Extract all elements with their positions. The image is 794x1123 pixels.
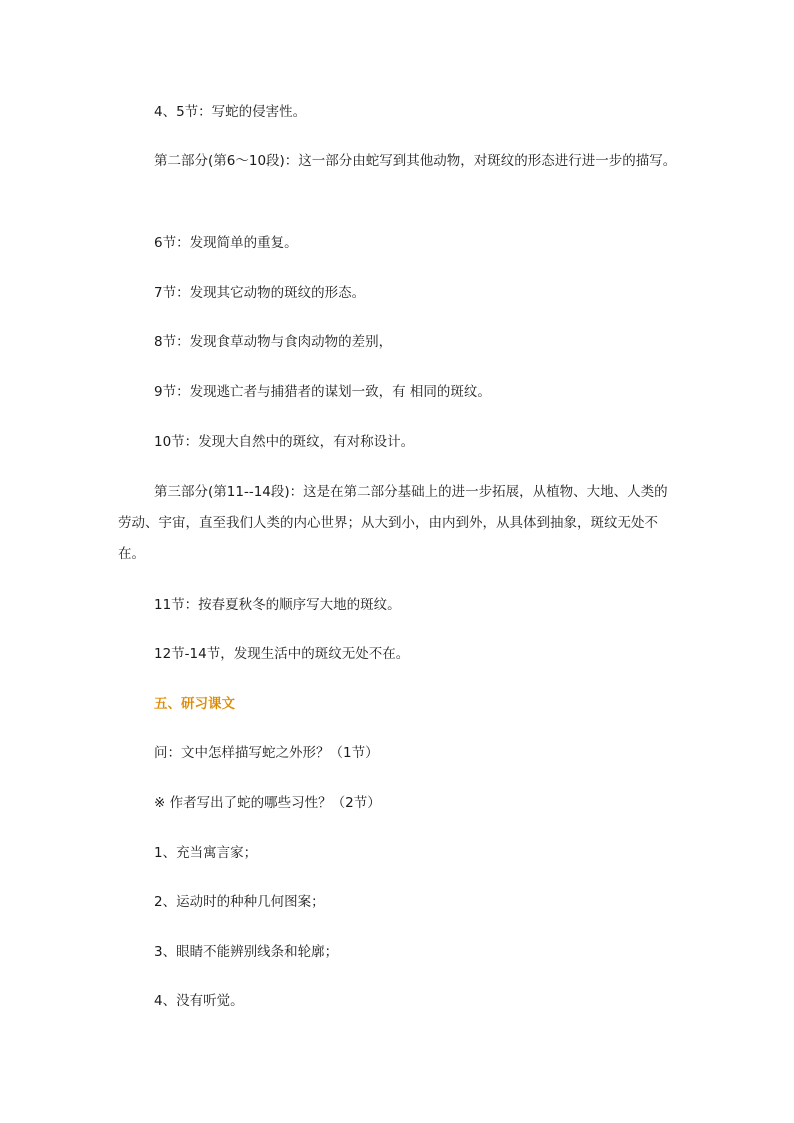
paragraph-section-12-14: 12节-14节，发现生活中的斑纹无处不在。 xyxy=(154,646,410,662)
paragraph-part-three: 第三部分(第11--14段)：这是在第二部分基础上的进一步拓展，从植物、大地、人类的劳动、宇宙，直至我们人类的内心世界；从大到小，由内到外，从具体到抽象，斑纹无处不在。 xyxy=(118,484,668,562)
answer-item-2: 2、运动时的种种几何图案； xyxy=(154,894,325,910)
paragraph-section-4-5: 4、5节：写蛇的侵害性。 xyxy=(154,104,307,120)
paragraph-section-7: 7节：发现其它动物的斑纹的形态。 xyxy=(154,285,366,301)
paragraph-section-9: 9节：发现逃亡者与捕猎者的谋划一致，有 相同的斑纹。 xyxy=(154,384,491,400)
paragraph-section-6: 6节：发现简单的重复。 xyxy=(154,235,298,251)
paragraph-section-11: 11节：按春夏秋冬的顺序写大地的斑纹。 xyxy=(154,597,401,613)
paragraph-section-10: 10节：发现大自然中的斑纹，有对称设计。 xyxy=(154,434,415,450)
paragraph-section-8: 8节：发现食草动物与食肉动物的差别， xyxy=(154,334,393,350)
section-heading-five: 五、研习课文 xyxy=(154,696,235,712)
question-snake-appearance: 问：文中怎样描写蛇之外形？（1节） xyxy=(154,745,379,761)
answer-item-3: 3、眼睛不能辨别线条和轮廓； xyxy=(154,944,339,960)
answer-item-1: 1、充当寓言家； xyxy=(154,845,258,861)
answer-item-4: 4、没有听觉。 xyxy=(154,993,244,1009)
paragraph-part-two: 第二部分(第6～10段)：这一部分由蛇写到其他动物，对斑纹的形态进行进一步的描写。 xyxy=(154,153,677,169)
question-snake-habits: ※ 作者写出了蛇的哪些习性？（2节） xyxy=(154,795,381,811)
